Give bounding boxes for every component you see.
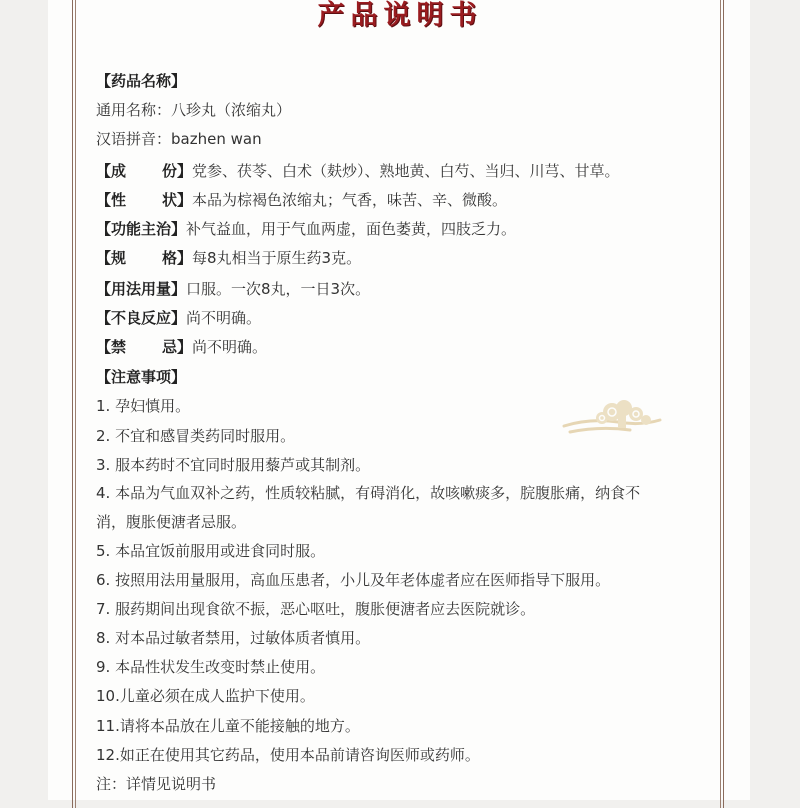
field-label: 【用法用量】 xyxy=(96,280,187,298)
precaution-item: 7. 服药期间出现食欲不振，恶心呕吐，腹胀便溏者应去医院就诊。 xyxy=(96,600,536,618)
pinyin-value: bazhen wan xyxy=(171,130,262,148)
field-value: 补气益血，用于气血两虚，面色萎黄，四肢乏力。 xyxy=(186,220,517,238)
auspicious-cloud-icon xyxy=(560,396,670,440)
field-label: 【禁 忌】 xyxy=(96,338,192,356)
footnote: 注：详情见说明书 xyxy=(96,775,217,793)
pinyin-row xyxy=(96,129,262,149)
precaution-item: 5. 本品宜饭前服用或进食同时服。 xyxy=(96,542,326,560)
field-dosage xyxy=(96,279,370,299)
drug-name-heading: 【药品名称】 xyxy=(96,72,187,90)
precaution-item: 4. 本品为气血双补之药，性质较粘腻，有碍消化，故咳嗽痰多，脘腹胀痛，纳食不 xyxy=(96,484,641,502)
precaution-item: 11.请将本品放在儿童不能接触的地方。 xyxy=(96,717,360,735)
field-contraindications xyxy=(96,337,267,357)
generic-name-label: 通用名称： xyxy=(96,101,172,119)
field-value: 口服。一次8丸，一日3次。 xyxy=(186,280,371,298)
field-label: 【不良反应】 xyxy=(96,309,187,327)
precaution-item: 2. 不宜和感冒类药同时服用。 xyxy=(96,427,296,445)
precaution-item: 12.如正在使用其它药品，使用本品前请咨询医师或药师。 xyxy=(96,746,480,764)
precautions-heading: 【注意事项】 xyxy=(96,368,187,386)
precaution-item: 10.儿童必须在成人监护下使用。 xyxy=(96,687,315,705)
field-value: 每8丸相当于原生药3克。 xyxy=(192,249,362,267)
field-value: 尚不明确。 xyxy=(186,309,262,327)
field-label: 【功能主治】 xyxy=(96,220,187,238)
page-title: 产品说明书 xyxy=(317,0,483,31)
field-label: 【性 状】 xyxy=(96,191,192,209)
field-value: 党参、茯苓、白术（麸炒）、熟地黄、白芍、当归、川芎、甘草。 xyxy=(192,162,620,180)
pinyin-label: 汉语拼音： xyxy=(96,130,172,148)
precaution-item: 9. 本品性状发生改变时禁止使用。 xyxy=(96,658,326,676)
field-appearance xyxy=(96,190,507,210)
field-ingredients xyxy=(96,161,620,181)
precaution-item: 8. 对本品过敏者禁用，过敏体质者慎用。 xyxy=(96,629,371,647)
generic-name-value: 八珍丸（浓缩丸） xyxy=(171,101,292,119)
precaution-item: 1. 孕妇慎用。 xyxy=(96,397,191,415)
field-specification xyxy=(96,248,361,268)
field-indications xyxy=(96,219,516,239)
precaution-item-continued: 消，腹胀便溏者忌服。 xyxy=(96,513,247,531)
precaution-item: 6. 按照用法用量服用，高血压患者，小儿及年老体虚者应在医师指导下服用。 xyxy=(96,571,611,589)
field-value: 本品为棕褐色浓缩丸；气香，味苦、辛、微酸。 xyxy=(192,191,508,209)
field-value: 尚不明确。 xyxy=(192,338,268,356)
precaution-item: 3. 服本药时不宜同时服用藜芦或其制剂。 xyxy=(96,456,371,474)
generic-name-row xyxy=(96,100,291,120)
field-label: 【规 格】 xyxy=(96,249,192,267)
field-label: 【成 份】 xyxy=(96,162,192,180)
field-adverse-reactions xyxy=(96,308,261,328)
